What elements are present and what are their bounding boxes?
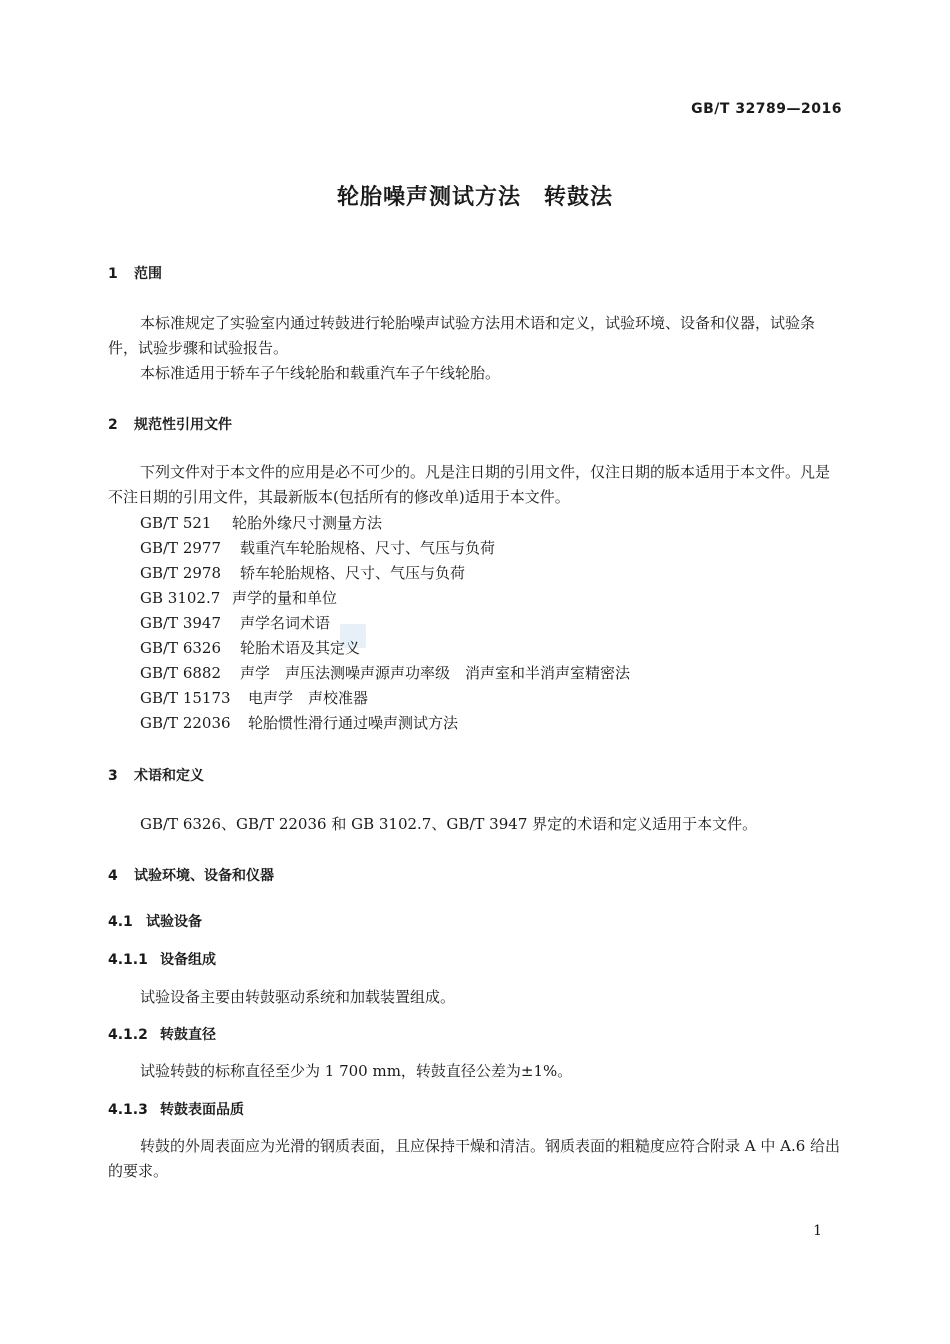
section-3-heading bbox=[108, 765, 204, 785]
page-number: 1 bbox=[813, 1223, 822, 1239]
section-title: 转鼓表面品质 bbox=[160, 1102, 244, 1118]
section-4-1-1-heading bbox=[108, 949, 216, 969]
reference-code: GB/T 521 bbox=[140, 514, 212, 532]
section-title: 范围 bbox=[134, 266, 162, 282]
section-2-paragraph-1: 下列文件对于本文件的应用是必不可少的。凡是注日期的引用文件，仅注日期的版本适用于本文件。凡是不注日期的引用文件，其最新版本(包括所有的修改单)适用于本文件。 bbox=[108, 463, 831, 506]
document-title: 轮胎噪声测试方法 转鼓法 bbox=[336, 185, 613, 210]
reference-code: GB/T 22036 bbox=[140, 714, 231, 732]
reference-name: 声学名词术语 bbox=[240, 614, 331, 632]
reference-name: 电声学 声校准器 bbox=[248, 689, 369, 707]
reference-item bbox=[140, 637, 360, 658]
reference-name: 声学 声压法测噪声源声功率级 消声室和半消声室精密法 bbox=[240, 664, 631, 682]
reference-item bbox=[140, 537, 495, 558]
section-2-heading bbox=[108, 414, 232, 434]
section-title: 术语和定义 bbox=[134, 768, 204, 784]
reference-code: GB/T 2978 bbox=[140, 564, 222, 582]
reference-name: 载重汽车轮胎规格、尺寸、气压与负荷 bbox=[240, 539, 496, 557]
section-3-paragraph-1: GB/T 6326、GB/T 22036 和 GB 3102.7、GB/T 3947 界定的术语和定义适用于本文件。 bbox=[140, 815, 758, 833]
section-4-1-2-paragraph: 试验转鼓的标称直径至少为 1 700 mm，转鼓直径公差为±1%。 bbox=[140, 1062, 573, 1080]
reference-item bbox=[140, 662, 630, 683]
reference-code: GB/T 6882 bbox=[140, 664, 222, 682]
reference-name: 轮胎外缘尺寸测量方法 bbox=[232, 514, 383, 532]
reference-code: GB 3102.7 bbox=[140, 589, 221, 607]
section-number: 4.1.2 bbox=[108, 1027, 148, 1043]
section-title: 试验设备 bbox=[146, 914, 202, 930]
section-4-heading bbox=[108, 865, 274, 885]
section-title: 试验环境、设备和仪器 bbox=[134, 868, 274, 884]
section-number: 1 bbox=[108, 266, 118, 282]
reference-code: GB/T 3947 bbox=[140, 614, 222, 632]
reference-name: 轿车轮胎规格、尺寸、气压与负荷 bbox=[240, 564, 466, 582]
section-title: 规范性引用文件 bbox=[134, 417, 232, 433]
section-title: 设备组成 bbox=[160, 952, 216, 968]
section-4-1-2-heading bbox=[108, 1024, 216, 1044]
reference-item bbox=[140, 612, 330, 633]
section-1-heading bbox=[108, 263, 162, 283]
reference-item bbox=[140, 587, 337, 608]
section-4-1-heading bbox=[108, 911, 202, 931]
reference-item bbox=[140, 687, 368, 708]
section-number: 4.1.3 bbox=[108, 1102, 148, 1118]
section-number: 4.1 bbox=[108, 914, 133, 930]
section-title: 转鼓直径 bbox=[160, 1027, 216, 1043]
section-1-paragraph-1: 本标准规定了实验室内通过转鼓进行轮胎噪声试验方法用术语和定义，试验环境、设备和仪器，试验条件，试验步骤和试验报告。 bbox=[108, 314, 816, 357]
section-4-1-3-paragraph: 转鼓的外周表面应为光滑的钢质表面，且应保持干燥和清洁。钢质表面的粗糙度应符合附录 A 中 A.6 给出的要求。 bbox=[108, 1137, 841, 1180]
section-1-paragraph-2: 本标准适用于轿车子午线轮胎和载重汽车子午线轮胎。 bbox=[140, 364, 501, 382]
section-number: 4.1.1 bbox=[108, 952, 148, 968]
section-4-1-1-paragraph: 试验设备主要由转鼓驱动系统和加载装置组成。 bbox=[140, 988, 456, 1006]
reference-code: GB/T 6326 bbox=[140, 639, 222, 657]
reference-name: 轮胎惯性滑行通过噪声测试方法 bbox=[248, 714, 459, 732]
section-number: 4 bbox=[108, 868, 118, 884]
reference-item bbox=[140, 512, 382, 533]
standard-code: GB/T 32789—2016 bbox=[691, 101, 842, 117]
reference-item bbox=[140, 712, 458, 733]
reference-name: 声学的量和单位 bbox=[232, 589, 338, 607]
reference-item bbox=[140, 562, 465, 583]
reference-code: GB/T 2977 bbox=[140, 539, 222, 557]
reference-name: 轮胎术语及其定义 bbox=[240, 639, 361, 657]
section-number: 2 bbox=[108, 417, 118, 433]
section-number: 3 bbox=[108, 768, 118, 784]
section-4-1-3-heading bbox=[108, 1099, 244, 1119]
reference-code: GB/T 15173 bbox=[140, 689, 231, 707]
